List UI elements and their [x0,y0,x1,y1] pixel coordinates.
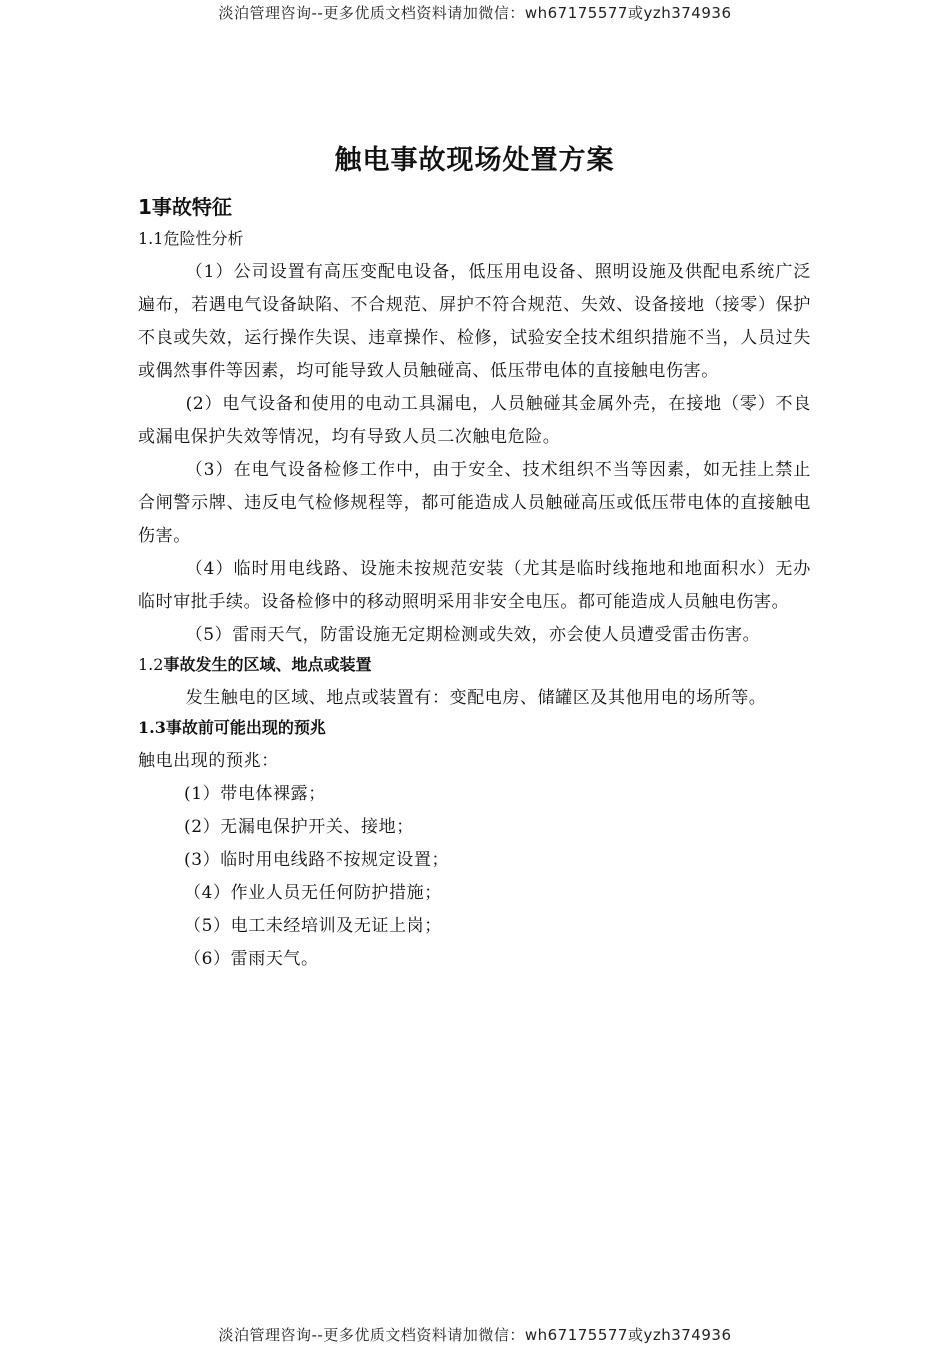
paragraph-hazard-4: （4）临时用电线路、设施未按规范安装（尤其是临时线拖地和地面积水）无办临时审批手续。设备检修中的移动照明采用非安全电压。都可能造成人员触电伤害。 [138,559,811,612]
list-item: （5）电工未经培训及无证上岗； [184,916,442,936]
header-watermark-note: 淡泊管理咨询--更多优质文档资料请加微信：wh67175577或yzh374936 [218,4,732,22]
list-item: （6）雷雨天气。 [184,949,319,969]
list-item: (3）临时用电线路不按规定设置； [184,850,450,870]
signs-list [138,778,811,976]
list-item: (1）带电体裸露； [184,784,326,804]
page-title: 触电事故现场处置方案 [334,145,615,176]
list-item: （4）作业人员无任何防护措施； [184,883,442,903]
paragraph-locations: 发生触电的区域、地点或装置有：变配电房、储罐区及其他用电的场所等。 [185,688,767,708]
section-heading-1-2 [138,652,811,678]
section-title: 事故发生的区域、地点或装置 [163,655,372,674]
footer-watermark-note: 淡泊管理咨询--更多优质文档资料请加微信：wh67175577或yzh374936 [218,1326,732,1344]
paragraph-hazard-5: （5）雷雨天气，防雷设施无定期检测或失效，亦会使人员遭受雷击伤害。 [185,625,761,645]
document-body [138,138,811,976]
section-heading-1-3: 1.3事故前可能出现的预兆 [138,718,326,737]
signs-intro: 触电出现的预兆： [138,751,279,771]
paragraph-hazard-3: （3）在电气设备检修工作中，由于安全、技术组织不当等因素，如无挂上禁止合闸警示牌、违反电气检修规程等，都可能造成人员触碰高压或低压带电体的直接触电伤害。 [138,460,811,546]
section-heading-1: 1事故特征 [138,195,232,219]
paragraph-hazard-1: （1）公司设置有高压变配电设备，低压用电设备、照明设施及供配电系统广泛遍布，若遇电气设备缺陷、不合规范、屏护不符合规范、失效、设备接地（接零）保护不良或失效，运行操作失误、违章操作、检修，试验安全技术组织措施不当，人员过失或偶然事件等因素，均可能导致人员触碰高、低压带电体的直接触电伤害。 [138,262,811,381]
section-number: 1.2 [138,655,164,674]
section-heading-1-1: 1.1危险性分析 [138,229,244,248]
list-item: (2）无漏电保护开关、接地； [184,817,414,837]
paragraph-hazard-2: (2）电气设备和使用的电动工具漏电，人员触碰其金属外壳，在接地（零）不良或漏电保护失效等情况，均有导致人员二次触电危险。 [138,394,811,447]
